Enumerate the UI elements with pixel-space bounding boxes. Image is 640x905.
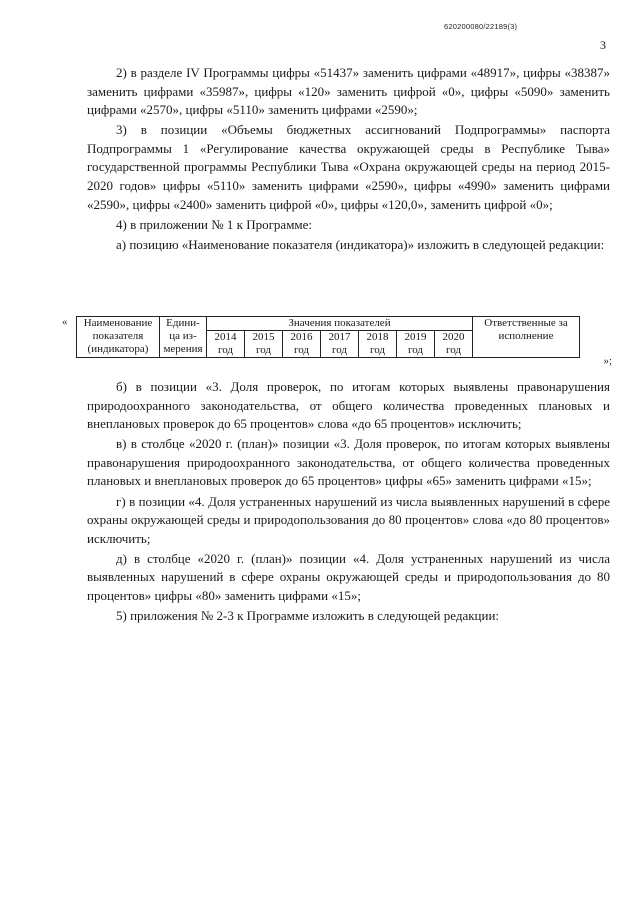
year-unit: год — [445, 344, 462, 356]
paragraph-item-3: 3) в позиции «Объемы бюджетных ассигнований Подпрограммы» паспорта Подпрограммы 1 «Регулирование качества окружающей среды в Республике Тыва» государственной программы Республики Тыва «Охрана окружающей среды на период 2015-2020 годов» цифры «5110» заменить цифрами «2590», цифры «4990» заменить цифрами «2590», цифры «2400» заменить цифрой «0», цифры «120,0», заменить цифрой «0»; — [87, 122, 610, 212]
year-unit: год — [407, 344, 424, 356]
year-cell-2020 — [435, 331, 473, 358]
year-cell-2015 — [245, 331, 283, 358]
paragraph-item-2: 2) в разделе IV Программы цифры «51437» заменить цифрами «48917», цифры «38387» заменить цифрами «35987», цифры «120» заменить цифрой «0», цифры «5090» заменить цифрами «2570», цифры «5110» заменить цифрами «2590»; — [87, 65, 610, 118]
name-header-cell — [77, 317, 160, 358]
paragraph-item-b: б) в позиции «3. Доля проверок, по итогам которых выявлены правонарушения природоохранного законодательства, от общего количества проведенных плановых и внеплановых проверок до 65 процентов» слова «до 65 процентов» исключить; — [87, 379, 610, 432]
name-header-line: Наименование — [83, 317, 153, 329]
year-value: 2020 — [442, 331, 465, 343]
year-unit: год — [217, 344, 234, 356]
paragraph-item-g: г) в позиции «4. Доля устраненных нарушений из числа выявленных нарушений в сфере охраны окружающей среды и природопользования до 80 процентов» слова «до 80 процентов» исключить; — [87, 493, 610, 546]
table-close-quote: »; — [603, 355, 612, 367]
paragraph-item-4a: а) позицию «Наименование показателя (индикатора)» изложить в следующей редакции: — [116, 236, 605, 252]
paragraph-item-5: 5) приложения № 2-3 к Программе изложить в следующей редакции: — [116, 608, 500, 624]
table-header-row — [77, 317, 580, 331]
year-value: 2018 — [366, 331, 389, 343]
year-cell-2019 — [397, 331, 435, 358]
name-header-line: показателя — [92, 330, 144, 342]
year-value: 2017 — [328, 331, 351, 343]
responsible-header-line: исполнение — [498, 330, 554, 342]
unit-header-line: Едини- — [166, 317, 200, 329]
year-unit: год — [255, 344, 272, 356]
year-unit: год — [293, 344, 310, 356]
responsible-header-cell — [473, 317, 580, 358]
year-value: 2015 — [252, 331, 275, 343]
indicator-table-block — [62, 316, 612, 368]
year-value: 2014 — [214, 331, 237, 343]
unit-header-line: ца из- — [169, 330, 197, 342]
document-id: 620200080/22189(3) — [444, 22, 518, 31]
page-number: 3 — [600, 38, 606, 52]
year-value: 2019 — [404, 331, 427, 343]
year-cell-2016 — [283, 331, 321, 358]
year-value: 2016 — [290, 331, 313, 343]
paragraph-item-d: д) в столбце «2020 г. (план)» позиции «4. Доля устраненных нарушений из числа выявленных нарушений в сфере охраны окружающей среды и природопользования до 80 процентов» цифры «80» заменить цифрами «15»; — [87, 550, 610, 604]
name-header-line: (индикатора) — [87, 343, 149, 355]
document-body-bottom — [87, 378, 610, 627]
unit-header-line: мерения — [163, 343, 203, 355]
year-cell-2017 — [321, 331, 359, 358]
year-cell-2018 — [359, 331, 397, 358]
indicator-table — [76, 316, 580, 358]
document-body-top — [87, 64, 610, 256]
table-open-quote: « — [62, 316, 68, 328]
year-unit: год — [331, 344, 348, 356]
paragraph-item-v: в) в столбце «2020 г. (план)» позиции «3. Доля проверок, по итогам которых выявлены правонарушения природоохранного законодательства, от общего количества проведенных плановых и внеплановых проверок до 65 процентов» цифры «65» заменить цифрами «15»; — [87, 436, 610, 489]
values-header-cell: Значения показателей — [207, 317, 473, 331]
responsible-header-line: Ответственные за — [484, 317, 568, 329]
paragraph-item-4: 4) в приложении № 1 к Программе: — [116, 216, 313, 232]
year-cell-2014 — [207, 331, 245, 358]
unit-header-cell — [160, 317, 207, 358]
year-unit: год — [369, 344, 386, 356]
